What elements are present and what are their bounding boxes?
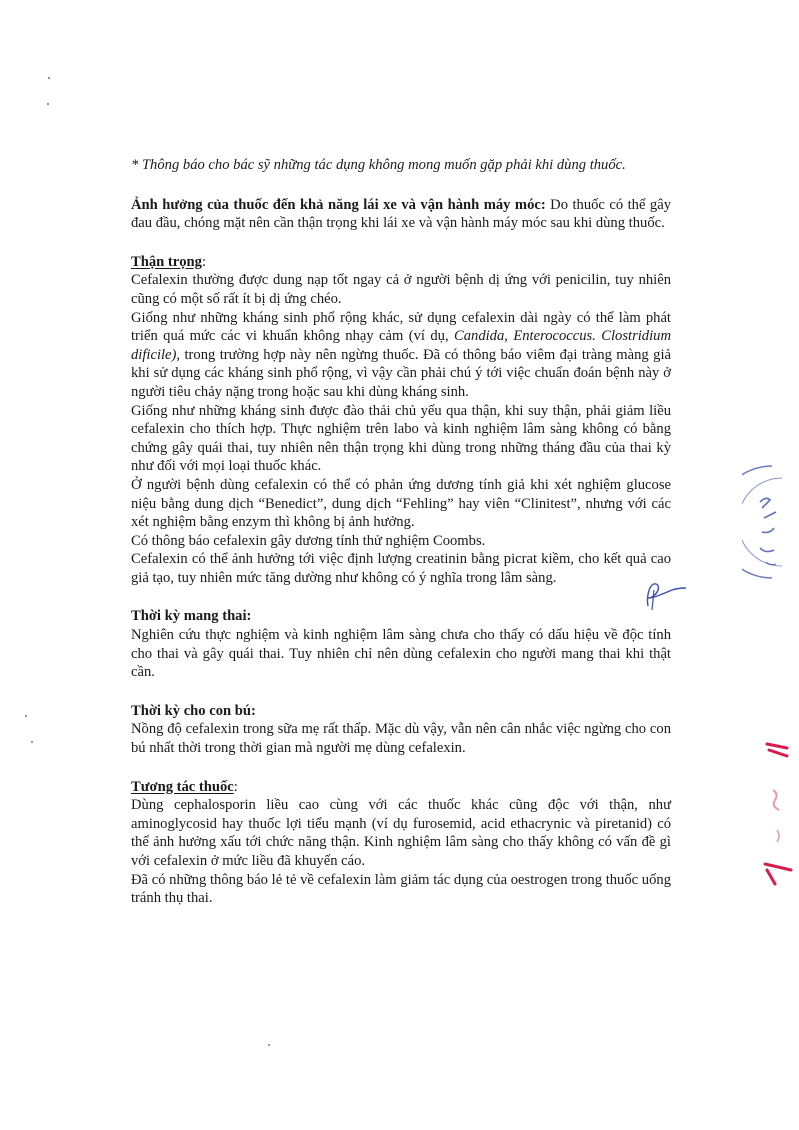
precautions-paragraph: Giống như những kháng sinh được đào thải chủ yếu qua thận, khi suy thận, phải giảm liều cefalexin cho thích hợp. Thực nghiệm trên labo và kinh nghiệm lâm sàng không có bằng chứng gây quái thai, tuy nhiên nên thận trọng khi dùng trong những tháng đầu của thai kỳ như đối với mọi loại thuốc khác. (131, 402, 671, 475)
adverse-effects-note: * Thông báo cho bác sỹ những tác dụng không mong muốn gặp phải khi dùng thuốc. (131, 157, 626, 173)
interactions-heading: Tương tác thuốc (131, 778, 234, 795)
document-body (131, 156, 671, 908)
scan-speck (31, 741, 33, 743)
precautions-paragraph: Có thông báo cefalexin gây dương tính thử nghiệm Coombs. (131, 532, 486, 549)
precautions-text: Giống như những kháng sinh phổ rộng khác, sử dụng cefalexin dài ngày có thể làm phát triển quá mức các vi khuẩn không nhạy cảm (ví dụ, (131, 309, 671, 345)
scan-speck (268, 1044, 270, 1046)
precautions-text: , trong trường hợp này nên ngừng thuốc. Đã có thông báo viêm đại tràng màng giả khi sử dụng các kháng sinh phổ rộng, vì vậy cần phải chú ý tới việc chuẩn đoán bệnh này ở người tiêu chảy nặng trong hoặc sau khi dùng kháng sinh. (131, 346, 671, 400)
interactions-heading-line (131, 778, 671, 797)
precautions-paragraph: Ở người bệnh dùng cefalexin có thể có phản ứng dương tính giả khi xét nghiệm glucose niệu bằng dung dịch “Benedict”, dung dịch “Fehling” hay viên “Clinitest”, nhưng với các xét nghiệm bằng enzym thì không bị ảnh hưởng. (131, 476, 671, 531)
interactions-paragraph: Dùng cephalosporin liều cao cùng với các thuốc khác cũng độc với thận, như aminoglycosid hay thuốc lợi tiểu mạnh (ví dụ furosemid, acid ethacrynic và piretanid) có thể ảnh hưởng xấu tới chức năng thận. Kinh nghiệm lâm sàng cho thấy không có vấn đề gì với cefalexin ở mức liều đã khuyến cáo. (131, 797, 671, 869)
driving-text: Do thuốc có thể gây đau đầu, chóng mặt nên cần thận trọng khi lái xe và vận hành máy móc sau khi dùng thuốc. (131, 196, 671, 232)
precautions-section (131, 253, 671, 588)
scan-speck (25, 715, 27, 717)
precautions-heading-line (131, 253, 671, 272)
pregnancy-section (131, 607, 671, 681)
interactions-colon: : (233, 778, 238, 795)
precautions-paragraph (131, 309, 671, 402)
precautions-paragraph: Cefalexin thường được dung nạp tốt ngay cả ở người bệnh dị ứng với penicilin, tuy nhiên cũng có một số rất ít bị dị ứng chéo. (131, 272, 671, 307)
breastfeeding-section (131, 702, 671, 758)
pregnancy-heading: Thời kỳ mang thai: (131, 608, 252, 625)
company-stamp (742, 462, 799, 582)
organism-names: Candida, Enterococcus. Clostridium dificile) (131, 328, 671, 363)
driving-heading: Ảnh hưởng của thuốc đến khả năng lái xe và vận hành máy móc: (131, 196, 546, 213)
breastfeeding-text: Nồng độ cefalexin trong sữa mẹ rất thấp. Mặc dù vậy, vẫn nên cân nhắc việc ngừng cho con bú nhất thời trong thời gian mà người mẹ dùng cefalexin. (131, 721, 671, 757)
interactions-paragraph: Đã có những thông báo lẻ tẻ về cefalexin làm giảm tác dụng của oestrogen trong thuốc uống tránh thụ thai. (131, 871, 671, 907)
breastfeeding-heading: Thời kỳ cho con bú: (131, 702, 256, 719)
red-margin-marks (755, 730, 799, 900)
scan-speck (48, 77, 50, 79)
stamp-graphic (742, 462, 799, 582)
driving-section (131, 196, 671, 233)
precautions-paragraph: Cefalexin có thể ảnh hưởng tới việc định lượng creatinin bằng picrat kiềm, cho kết quả cao giả tạo, tuy nhiên mức tăng dường như không có ý nghĩa trong lâm sàng. (131, 551, 671, 586)
precautions-heading: Thận trọng (131, 253, 202, 270)
initial-signature (628, 576, 688, 612)
scan-speck (47, 103, 49, 105)
interactions-section (131, 778, 671, 908)
pregnancy-text: Nghiên cứu thực nghiệm và kinh nghiệm lâm sàng chưa cho thấy có dấu hiệu về độc tính cho thai và gây quái thai. Tuy nhiên chỉ nên dùng cefalexin cho người mang thai khi thật cần. (131, 627, 671, 681)
precautions-colon: : (201, 253, 207, 270)
